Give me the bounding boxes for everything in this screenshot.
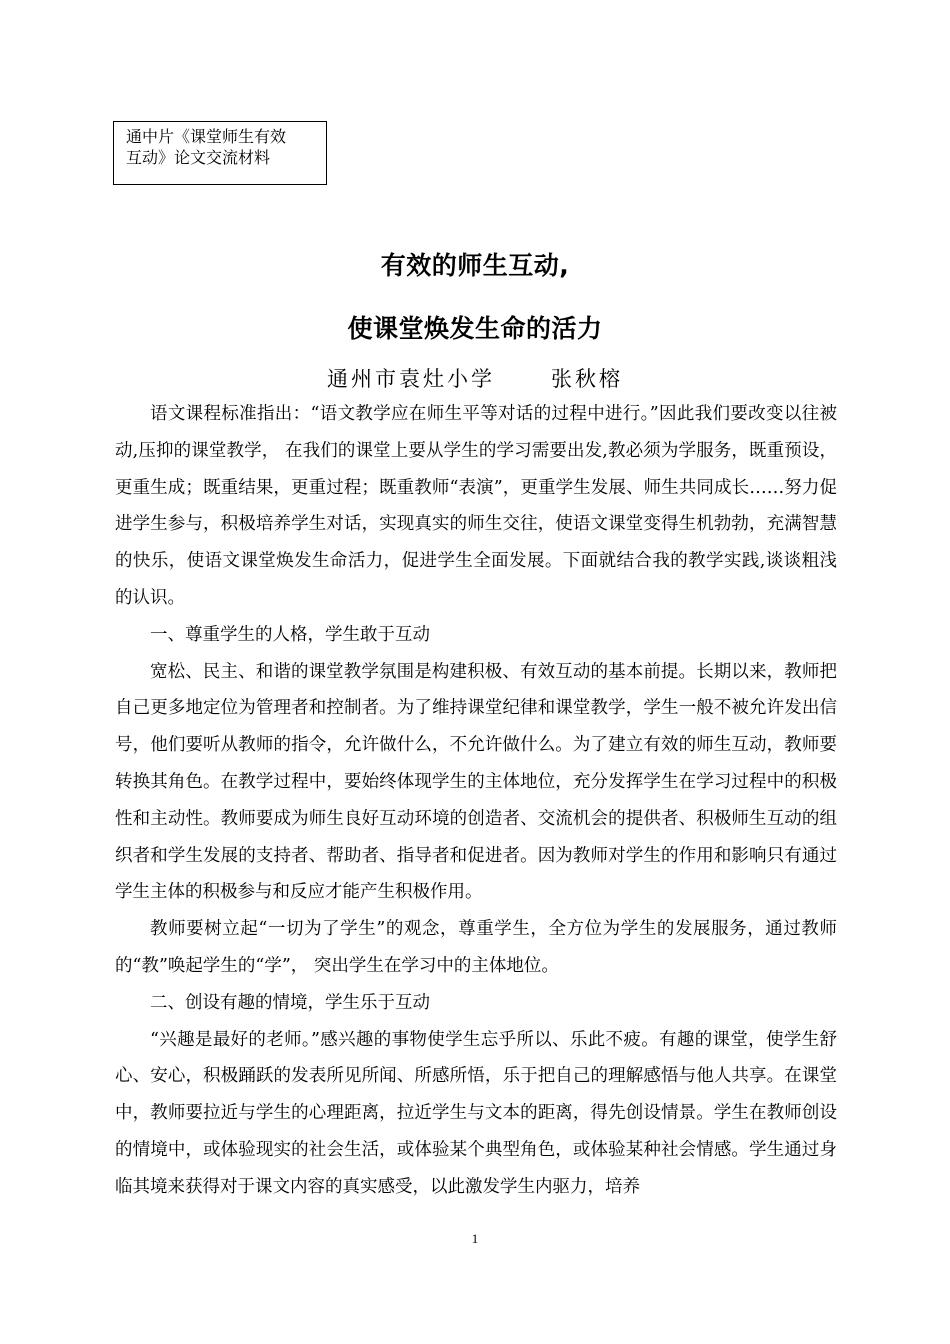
paragraph: “兴趣是最好的老师。”感兴趣的事物使学生忘乎所以、乐此不疲。有趣的课堂，使学生舒心、安心，积极踊跃的发表所见所闻、所感所悟，乐于把自己的理解感悟与他人共享。在课堂中，教师要拉近与学生的心理距离，拉近学生与文本的距离，得先创设情景。学生在教师创设的情境中，或体验现实的社会生活，或体验某个典型角色，或体验某种社会情感。学生通过身临其境来获得对于课文内容的真实感受，以此激发学生内驱力，培养 xyxy=(115,1029,837,1197)
body-text xyxy=(115,396,837,1206)
author-name: 张秋榕 xyxy=(551,367,623,391)
paragraph: 宽松、民主、和谐的课堂教学氛围是构建积极、有效互动的基本前提。长期以来，教师把自己更多地定位为管理者和控制者。为了维持课堂纪律和课堂教学，学生一般不被允许发出信号，他们要听从教师的指令，允许做什么，不允许做什么。为了建立有效的师生互动，教师要转换其角色。在教学过程中，要始终体现学生的主体地位，充分发挥学生在学习过程中的积极性和主动性。教师要成为师生良好互动环境的创造者、交流机会的提供者、积极师生互动的组织者和学生发展的支持者、帮助者、指导者和促进者。因为教师对学生的作用和影响只有通过学生主体的积极参与和反应才能产生积极作用。 xyxy=(115,661,837,903)
note-line-2: 互动》论文交流材料 xyxy=(126,148,271,167)
paragraph: 教师要树立起“一切为了学生”的观念，尊重学生，全方位为学生的发展服务，通过教师的“教”唤起学生的“学”， 突出学生在学习中的主体地位。 xyxy=(115,919,837,976)
page-number: 1 xyxy=(471,1231,479,1246)
paragraph-intro: 语文课程标准指出：“语文教学应在师生平等对话的过程中进行。”因此我们要改变以往被动,压抑的课堂教学， 在我们的课堂上要从学生的学习需要出发,教必须为学服务，既重预设，更重生成；既重结果，更重过程；既重教师“表演”，更重学生发展、师生共同成长……努力促进学生参与，积极培养学生对话，实现真实的师生交往，使语文课堂变得生机勃勃，充满智慧的快乐，使语文课堂焕发生命活力，促进学生全面发展。下面就结合我的教学实践,谈谈粗浅的认识。 xyxy=(115,404,837,608)
section-heading-1: 一、尊重学生的人格，学生敢于互动 xyxy=(150,624,430,645)
author-line xyxy=(0,363,950,393)
author-school: 通州市袁灶小学 xyxy=(327,367,495,391)
note-line-1: 通中片《课堂师生有效 xyxy=(126,127,287,146)
title-line-2: 使课堂焕发生命的活力 xyxy=(347,314,603,343)
header-note-box xyxy=(113,121,327,185)
title-line-1: 有效的师生互动, xyxy=(380,251,570,280)
section-heading-2: 二、创设有趣的情境，学生乐于互动 xyxy=(150,992,430,1013)
